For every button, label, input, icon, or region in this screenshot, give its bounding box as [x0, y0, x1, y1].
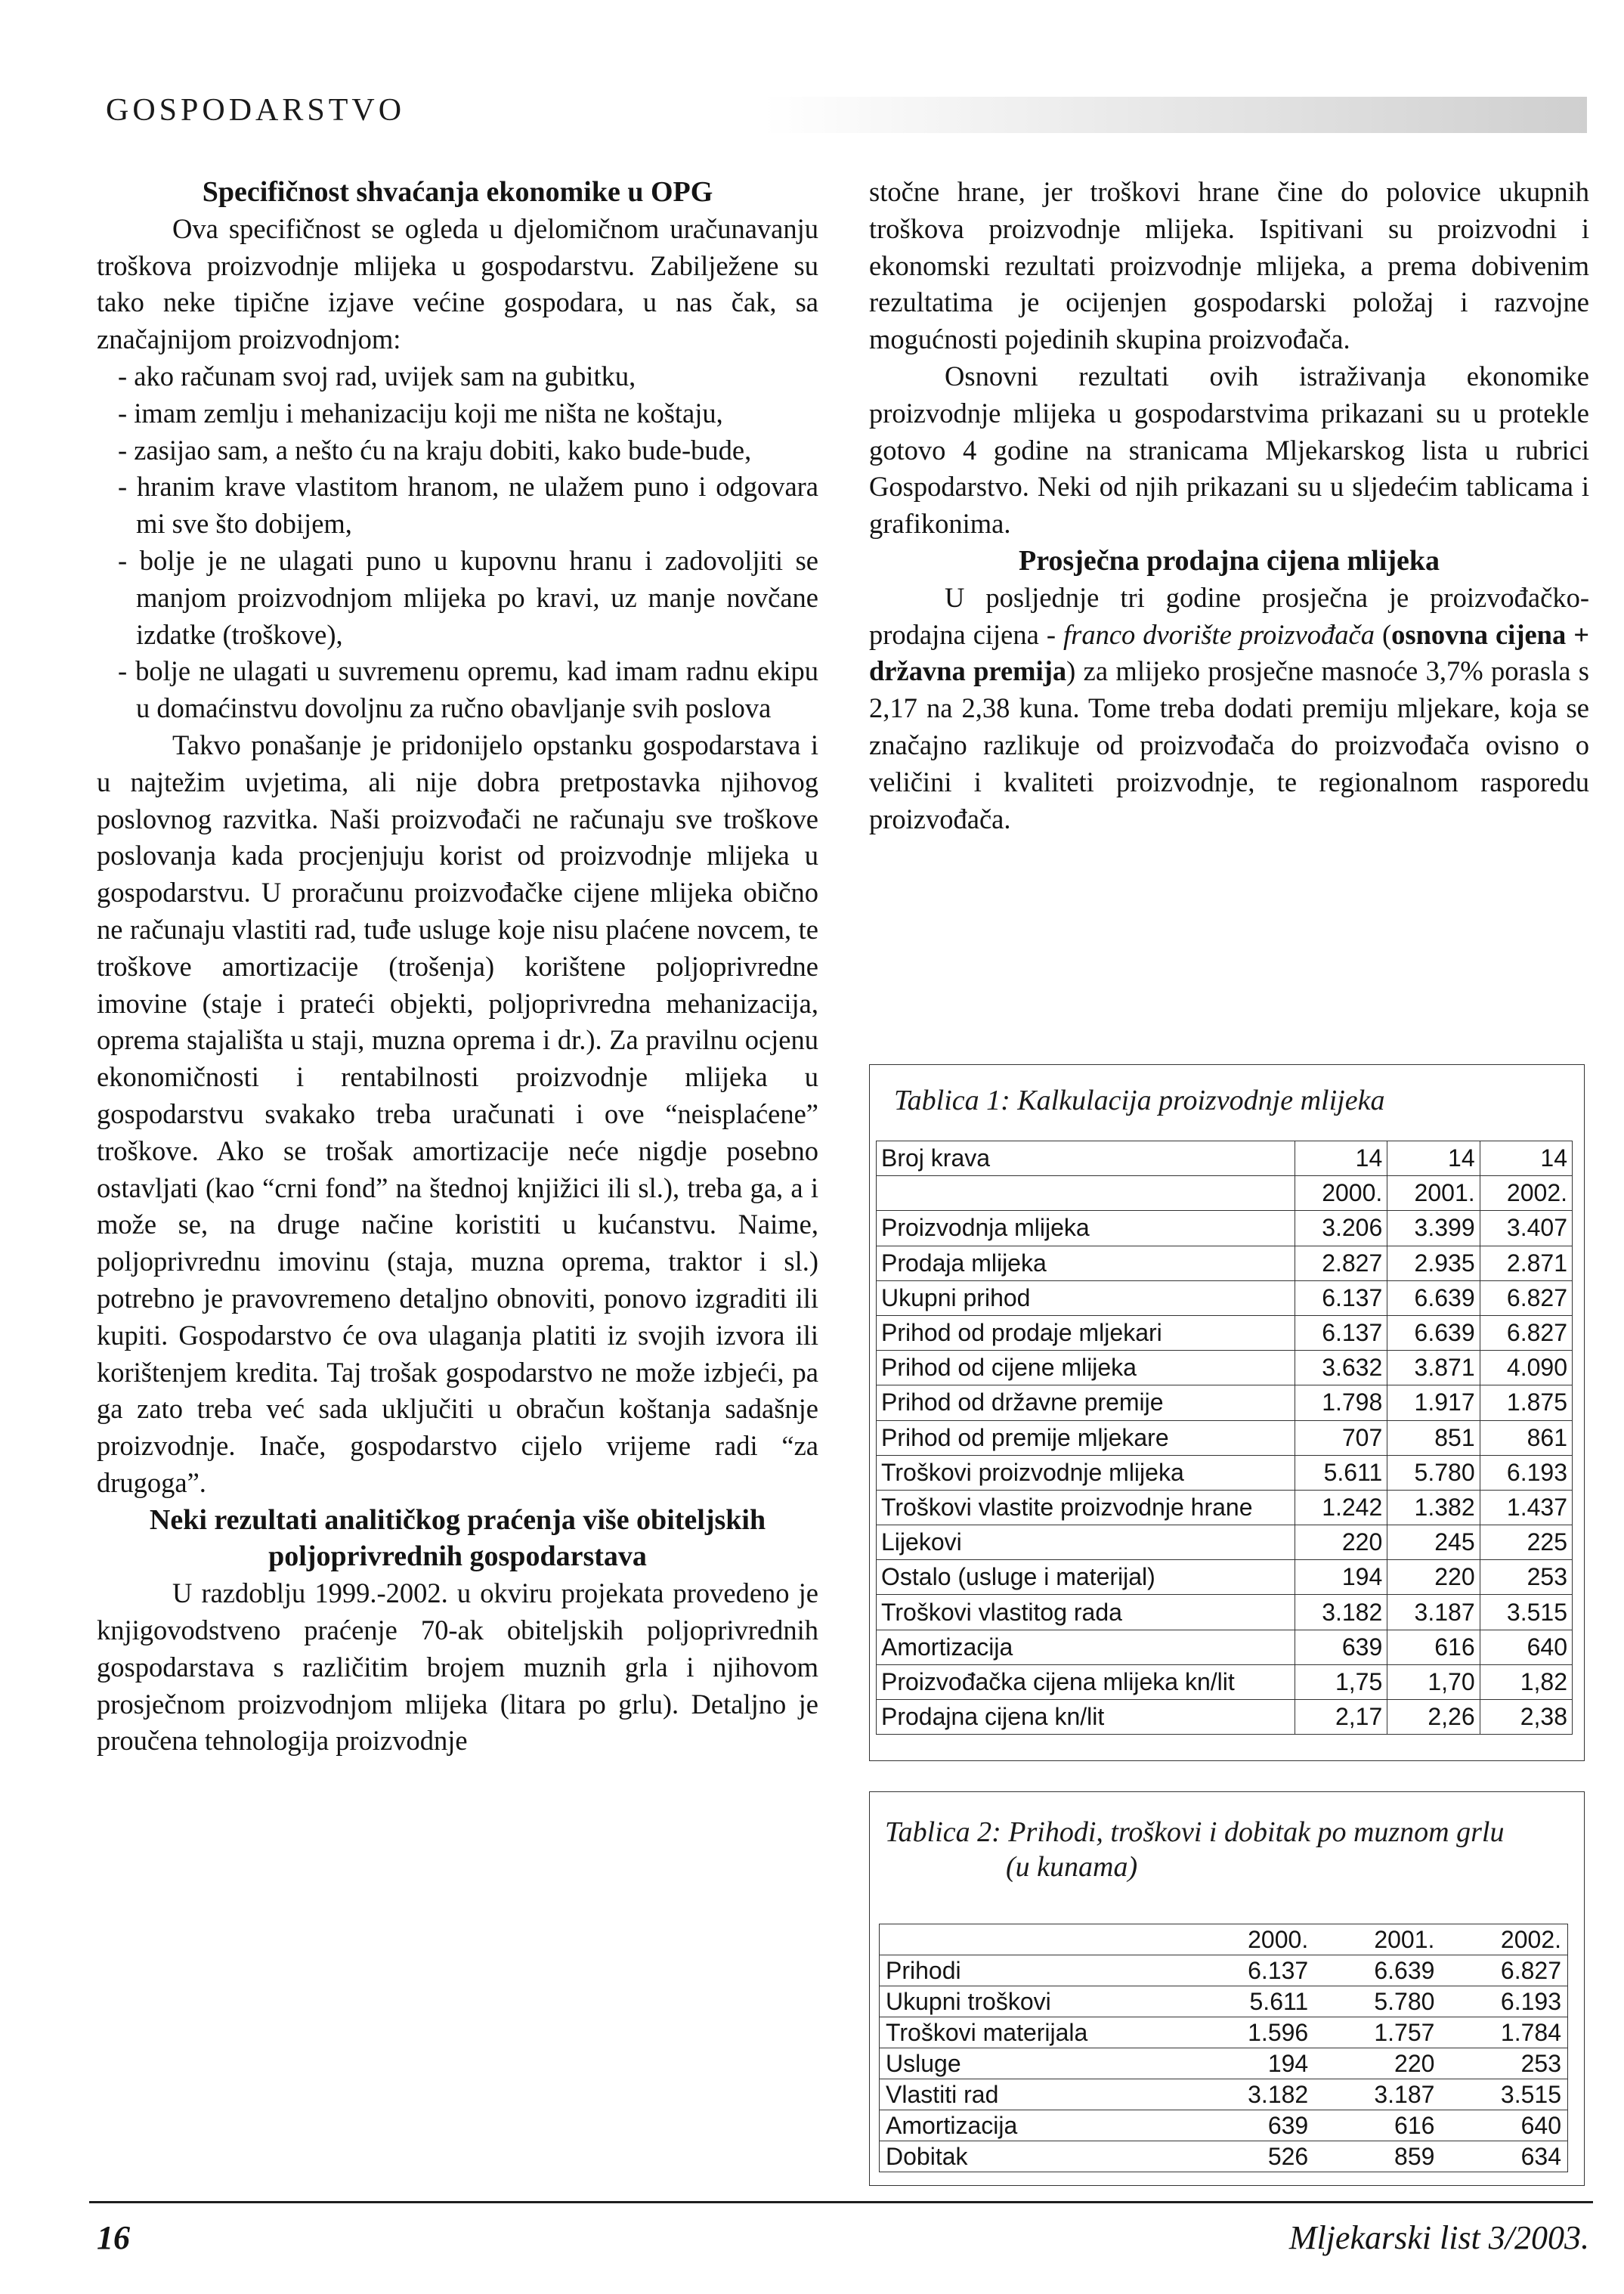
table-row	[877, 1490, 1573, 1525]
table-row	[880, 2017, 1568, 2048]
table-row	[880, 2079, 1568, 2110]
table2-caption: Tablica 2: Prihodi, troškovi i dobitak po muznom grlu (u kunama)	[885, 1816, 1505, 1883]
row-label: Troškovi vlastitog rada	[877, 1595, 1295, 1630]
footer-rule	[89, 2201, 1593, 2203]
cell-value: 253	[1440, 2048, 1567, 2079]
cell-value: 3.206	[1295, 1211, 1387, 1246]
cell-value: 6.827	[1440, 1955, 1567, 1986]
cell-value: 220	[1314, 2048, 1440, 2079]
row-label: Prihod od državne premije	[877, 1385, 1295, 1420]
cell-value: 3.515	[1480, 1595, 1572, 1630]
header-shading	[763, 97, 1587, 133]
cell-value: 194	[1295, 1560, 1387, 1595]
row-label: Usluge	[880, 2048, 1189, 2079]
row-label: Ukupni prihod	[877, 1280, 1295, 1315]
table-row	[877, 1141, 1573, 1176]
left-column	[97, 174, 818, 1760]
heading-average-price: Prosječna prodajna cijena mlijeka	[1019, 544, 1440, 577]
cell-value: 4.090	[1480, 1351, 1572, 1385]
row-label: Prihod od premije mljekare	[877, 1420, 1295, 1455]
paragraph-intro: Ova specifičnost se ogleda u djelomičnom uračunavanju troškova proizvodnje mlijeka u gospodarstvu. Zabilježene su tako neke tipične izjave većine gospodara, u nas čak, sa značajnijom proizvodnjom:	[97, 212, 818, 355]
table-row	[877, 1455, 1573, 1490]
cell-value: 245	[1387, 1525, 1480, 1560]
row-label: Troškovi vlastite proizvodnje hrane	[877, 1490, 1295, 1525]
right-column	[869, 174, 1589, 837]
page-number: 16	[97, 2219, 130, 2256]
heading-specificity: Specifičnost shvaćanja ekonomike u OPG	[202, 176, 713, 208]
row-label: Prihod od prodaje mljekari	[877, 1315, 1295, 1350]
cell-value: 1.437	[1480, 1490, 1572, 1525]
cell-value: 3.182	[1295, 1595, 1387, 1630]
paragraph-basic-results: Osnovni rezultati ovih istraživanja ekonomike proizvodnje mlijeka u gospodarstvima prikazani su u protekle gotovo 4 godine na stranicama Mljekarskog lista u rubrici Gospodarstvo. Neki od njih prikazani su u sljedećim tablicama i grafikonima.	[869, 360, 1589, 540]
cell-value: 859	[1314, 2141, 1440, 2172]
cell-value: 2,38	[1480, 1700, 1572, 1735]
cell-value: 1,75	[1295, 1664, 1387, 1699]
row-label: Proizvođačka cijena mlijeka kn/lit	[877, 1664, 1295, 1699]
cell-value: 6.639	[1387, 1280, 1480, 1315]
cell-value: 2,17	[1295, 1700, 1387, 1735]
cell-value: 2002.	[1440, 1924, 1567, 1955]
row-label: Prodaja mlijeka	[877, 1246, 1295, 1280]
table-row	[877, 1664, 1573, 1699]
table-row	[877, 1630, 1573, 1664]
cell-value: 6.639	[1387, 1315, 1480, 1350]
cell-value: 3.515	[1440, 2079, 1567, 2110]
cell-value: 5.780	[1314, 1986, 1440, 2017]
cell-value: 14	[1295, 1141, 1387, 1176]
table2-box	[869, 1791, 1585, 2186]
cell-value: 14	[1387, 1141, 1480, 1176]
cell-value: 6.137	[1295, 1315, 1387, 1350]
statements-list	[97, 358, 818, 727]
cell-value: 707	[1295, 1420, 1387, 1455]
list-item: - imam zemlju i mehanizaciju koji me ništa ne koštaju,	[97, 395, 818, 432]
paragraph-behaviour: Takvo ponašanje je pridonijelo opstanku gospodarstava i u najtežim uvjetima, ali nije dobra pretpostavka njihovog poslovnog razvitka. Naši proizvođači ne računaju sve troškove poslovanja kada procjenjuju korist od proizvodnje mlijeka u gospodarstvu. U proračunu proizvođačke cijene mlijeka obično ne računaju vlastiti rad, tuđe usluge koje nisu plaćene novcem, te troškove amortizacije (trošenja) korištene poljoprivredne imovine (staje i prateći objekti, poljoprivredna mehanizacija, oprema stajališta u staji, muzna oprema i dr.). Za pravilnu ocjenu ekonomičnosti i rentabilnosti proizvodnje mlijeka u gospodarstvu svakako treba uračunati i ove “neisplaćene” troškove. Ako se trošak amortizacije neće nigdje posebno ostavljati (kao “crni fond” na štednoj knjižici ili sl.), treba ga, a i može se, na druge načine koristiti u kućanstvu. Naime, poljoprivrednu imovinu (staja, muzna oprema, traktor i sl.) potrebno je pravovremeno detaljno obnoviti, ponovo izgraditi ili kupiti. Gospodarstvo će ova ulaganja platiti iz svojih izvora ili korištenjem kredita. Taj trošak gospodarstvo ne može izbjeći, pa ga zato treba već sada uključiti u obračun koštanja sadašnje proizvodnje. Inače, gospodarstvo cijelo vrijeme radi “za drugoga”.	[97, 729, 818, 1498]
row-label	[877, 1176, 1295, 1211]
table-row	[880, 1955, 1568, 1986]
row-label: Broj krava	[877, 1141, 1295, 1176]
table1-caption: Tablica 1: Kalkulacija proizvodnje mlijeka	[894, 1085, 1385, 1116]
cell-value: 3.632	[1295, 1351, 1387, 1385]
cell-value: 2.871	[1480, 1246, 1572, 1280]
cell-value: 194	[1188, 2048, 1314, 2079]
row-label: Troškovi proizvodnje mlijeka	[877, 1455, 1295, 1490]
list-item: - bolje ne ulagati u suvremenu opremu, kad imam radnu ekipu u domaćinstvu dovoljnu za ručno obavljanje svih poslova	[97, 653, 818, 727]
table-row	[877, 1700, 1573, 1735]
cell-value: 2.827	[1295, 1246, 1387, 1280]
cell-value: 220	[1387, 1560, 1480, 1595]
cell-value: 14	[1480, 1141, 1572, 1176]
cell-value: 861	[1480, 1420, 1572, 1455]
row-label: Lijekovi	[877, 1525, 1295, 1560]
paragraph-price: U posljednje tri godine prosječna je proizvođačko-prodajna cijena - franco dvorište proizvođača (osnovna cijena + državna premija) za mlijeko prosječne masnoće 3,7% porasla s 2,17 na 2,38 kuna. Tome treba dodati premiju mljekare, koja se značajno razlikuje od proizvođača do proizvođača ovisno o veličini i kvaliteti proizvodnje, te regionalnom rasporedu proizvođača.	[869, 581, 1590, 834]
row-label: Proizvodnja mlijeka	[877, 1211, 1295, 1246]
cell-value: 2002.	[1480, 1176, 1572, 1211]
section-title: GOSPODARSTVO	[106, 93, 406, 128]
cell-value: 1.596	[1188, 2017, 1314, 2048]
cell-value: 639	[1295, 1630, 1387, 1664]
table1-box	[869, 1064, 1585, 1761]
cell-value: 851	[1387, 1420, 1480, 1455]
cell-value: 2000.	[1188, 1924, 1314, 1955]
table-row	[877, 1351, 1573, 1385]
row-label: Ukupni troškovi	[880, 1986, 1189, 2017]
cell-value: 1.757	[1314, 2017, 1440, 2048]
table-row	[877, 1385, 1573, 1420]
paragraph-continued: stočne hrane, jer troškovi hrane čine do polovice ukupnih troškova proizvodnje mlijeka. Ispitivani su proizvodni i ekonomski rezultati proizvodnje mlijeka, a prema dobivenim rezultatima je ocijenjen gospodarski položaj i razvojne mogućnosti pojedinih skupina proizvođača.	[869, 176, 1589, 355]
row-label: Troškovi materijala	[880, 2017, 1189, 2048]
cell-value: 526	[1188, 2141, 1314, 2172]
row-label: Vlastiti rad	[880, 2079, 1189, 2110]
cell-value: 3.871	[1387, 1351, 1480, 1385]
cell-value: 1.784	[1440, 2017, 1567, 2048]
cell-value: 6.827	[1480, 1280, 1572, 1315]
cell-value: 634	[1440, 2141, 1567, 2172]
cell-value: 6.193	[1440, 1986, 1567, 2017]
row-label: Dobitak	[880, 2141, 1189, 2172]
table-row	[880, 1986, 1568, 2017]
row-label: Prodajna cijena kn/lit	[877, 1700, 1295, 1735]
table1	[876, 1141, 1573, 1735]
journal-reference: Mljekarski list 3/2003.	[1288, 2219, 1589, 2256]
cell-value: 5.611	[1188, 1986, 1314, 2017]
list-item: - ako računam svoj rad, uvijek sam na gubitku,	[97, 358, 818, 395]
cell-value: 3.187	[1314, 2079, 1440, 2110]
paragraph-period: U razdoblju 1999.-2002. u okviru projekata provedeno je knjigovodstveno praćenje 70-ak obiteljskih poljoprivrednih gospodarstava s različitim brojem muznih grla i njihovom prosječnom proizvodnjom mlijeka (litara po grlu). Detaljno je proučena tehnologija proizvodnje	[97, 1577, 818, 1757]
heading-results: Neki rezultati analitičkog praćenja više obiteljskih poljoprivrednih gospodarstava	[149, 1503, 766, 1573]
cell-value: 2.935	[1387, 1246, 1480, 1280]
table-row	[880, 2048, 1568, 2079]
cell-value: 6.827	[1480, 1315, 1572, 1350]
cell-value: 640	[1440, 2110, 1567, 2141]
list-item: - hranim krave vlastitom hranom, ne ulažem puno i odgovara mi sve što dobijem,	[97, 469, 818, 543]
cell-value: 616	[1314, 2110, 1440, 2141]
row-label: Prihod od cijene mlijeka	[877, 1351, 1295, 1385]
table-row	[877, 1246, 1573, 1280]
cell-value: 1.875	[1480, 1385, 1572, 1420]
cell-value: 225	[1480, 1525, 1572, 1560]
row-label: Amortizacija	[877, 1630, 1295, 1664]
table2	[879, 1924, 1568, 2172]
cell-value: 6.137	[1188, 1955, 1314, 1986]
cell-value: 2,26	[1387, 1700, 1480, 1735]
list-item: - zasijao sam, a nešto ću na kraju dobiti, kako bude-bude,	[97, 432, 818, 469]
cell-value: 1.382	[1387, 1490, 1480, 1525]
cell-value: 616	[1387, 1630, 1480, 1664]
table-row	[877, 1176, 1573, 1211]
table-row	[880, 2141, 1568, 2172]
cell-value: 6.193	[1480, 1455, 1572, 1490]
cell-value: 1,82	[1480, 1664, 1572, 1699]
table-row	[880, 1924, 1568, 1955]
cell-value: 2001.	[1387, 1176, 1480, 1211]
table-row	[877, 1280, 1573, 1315]
row-label: Prihodi	[880, 1955, 1189, 1986]
cell-value: 3.187	[1387, 1595, 1480, 1630]
row-label	[880, 1924, 1189, 1955]
cell-value: 2001.	[1314, 1924, 1440, 1955]
table-row	[877, 1420, 1573, 1455]
cell-value: 1,70	[1387, 1664, 1480, 1699]
row-label: Amortizacija	[880, 2110, 1189, 2141]
cell-value: 220	[1295, 1525, 1387, 1560]
cell-value: 5.780	[1387, 1455, 1480, 1490]
table-row	[877, 1595, 1573, 1630]
table-row	[877, 1525, 1573, 1560]
cell-value: 6.137	[1295, 1280, 1387, 1315]
cell-value: 253	[1480, 1560, 1572, 1595]
cell-value: 640	[1480, 1630, 1572, 1664]
cell-value: 3.182	[1188, 2079, 1314, 2110]
table-row	[877, 1560, 1573, 1595]
list-item: - bolje je ne ulagati puno u kupovnu hranu i zadovoljiti se manjom proizvodnjom mlijeka po kravi, uz manje novčane izdatke (troškove),	[97, 543, 818, 653]
table-row	[880, 2110, 1568, 2141]
cell-value: 2000.	[1295, 1176, 1387, 1211]
table-row	[877, 1211, 1573, 1246]
cell-value: 639	[1188, 2110, 1314, 2141]
cell-value: 3.407	[1480, 1211, 1572, 1246]
cell-value: 3.399	[1387, 1211, 1480, 1246]
cell-value: 6.639	[1314, 1955, 1440, 1986]
cell-value: 1.242	[1295, 1490, 1387, 1525]
cell-value: 5.611	[1295, 1455, 1387, 1490]
cell-value: 1.798	[1295, 1385, 1387, 1420]
row-label: Ostalo (usluge i materijal)	[877, 1560, 1295, 1595]
cell-value: 1.917	[1387, 1385, 1480, 1420]
table-row	[877, 1315, 1573, 1350]
